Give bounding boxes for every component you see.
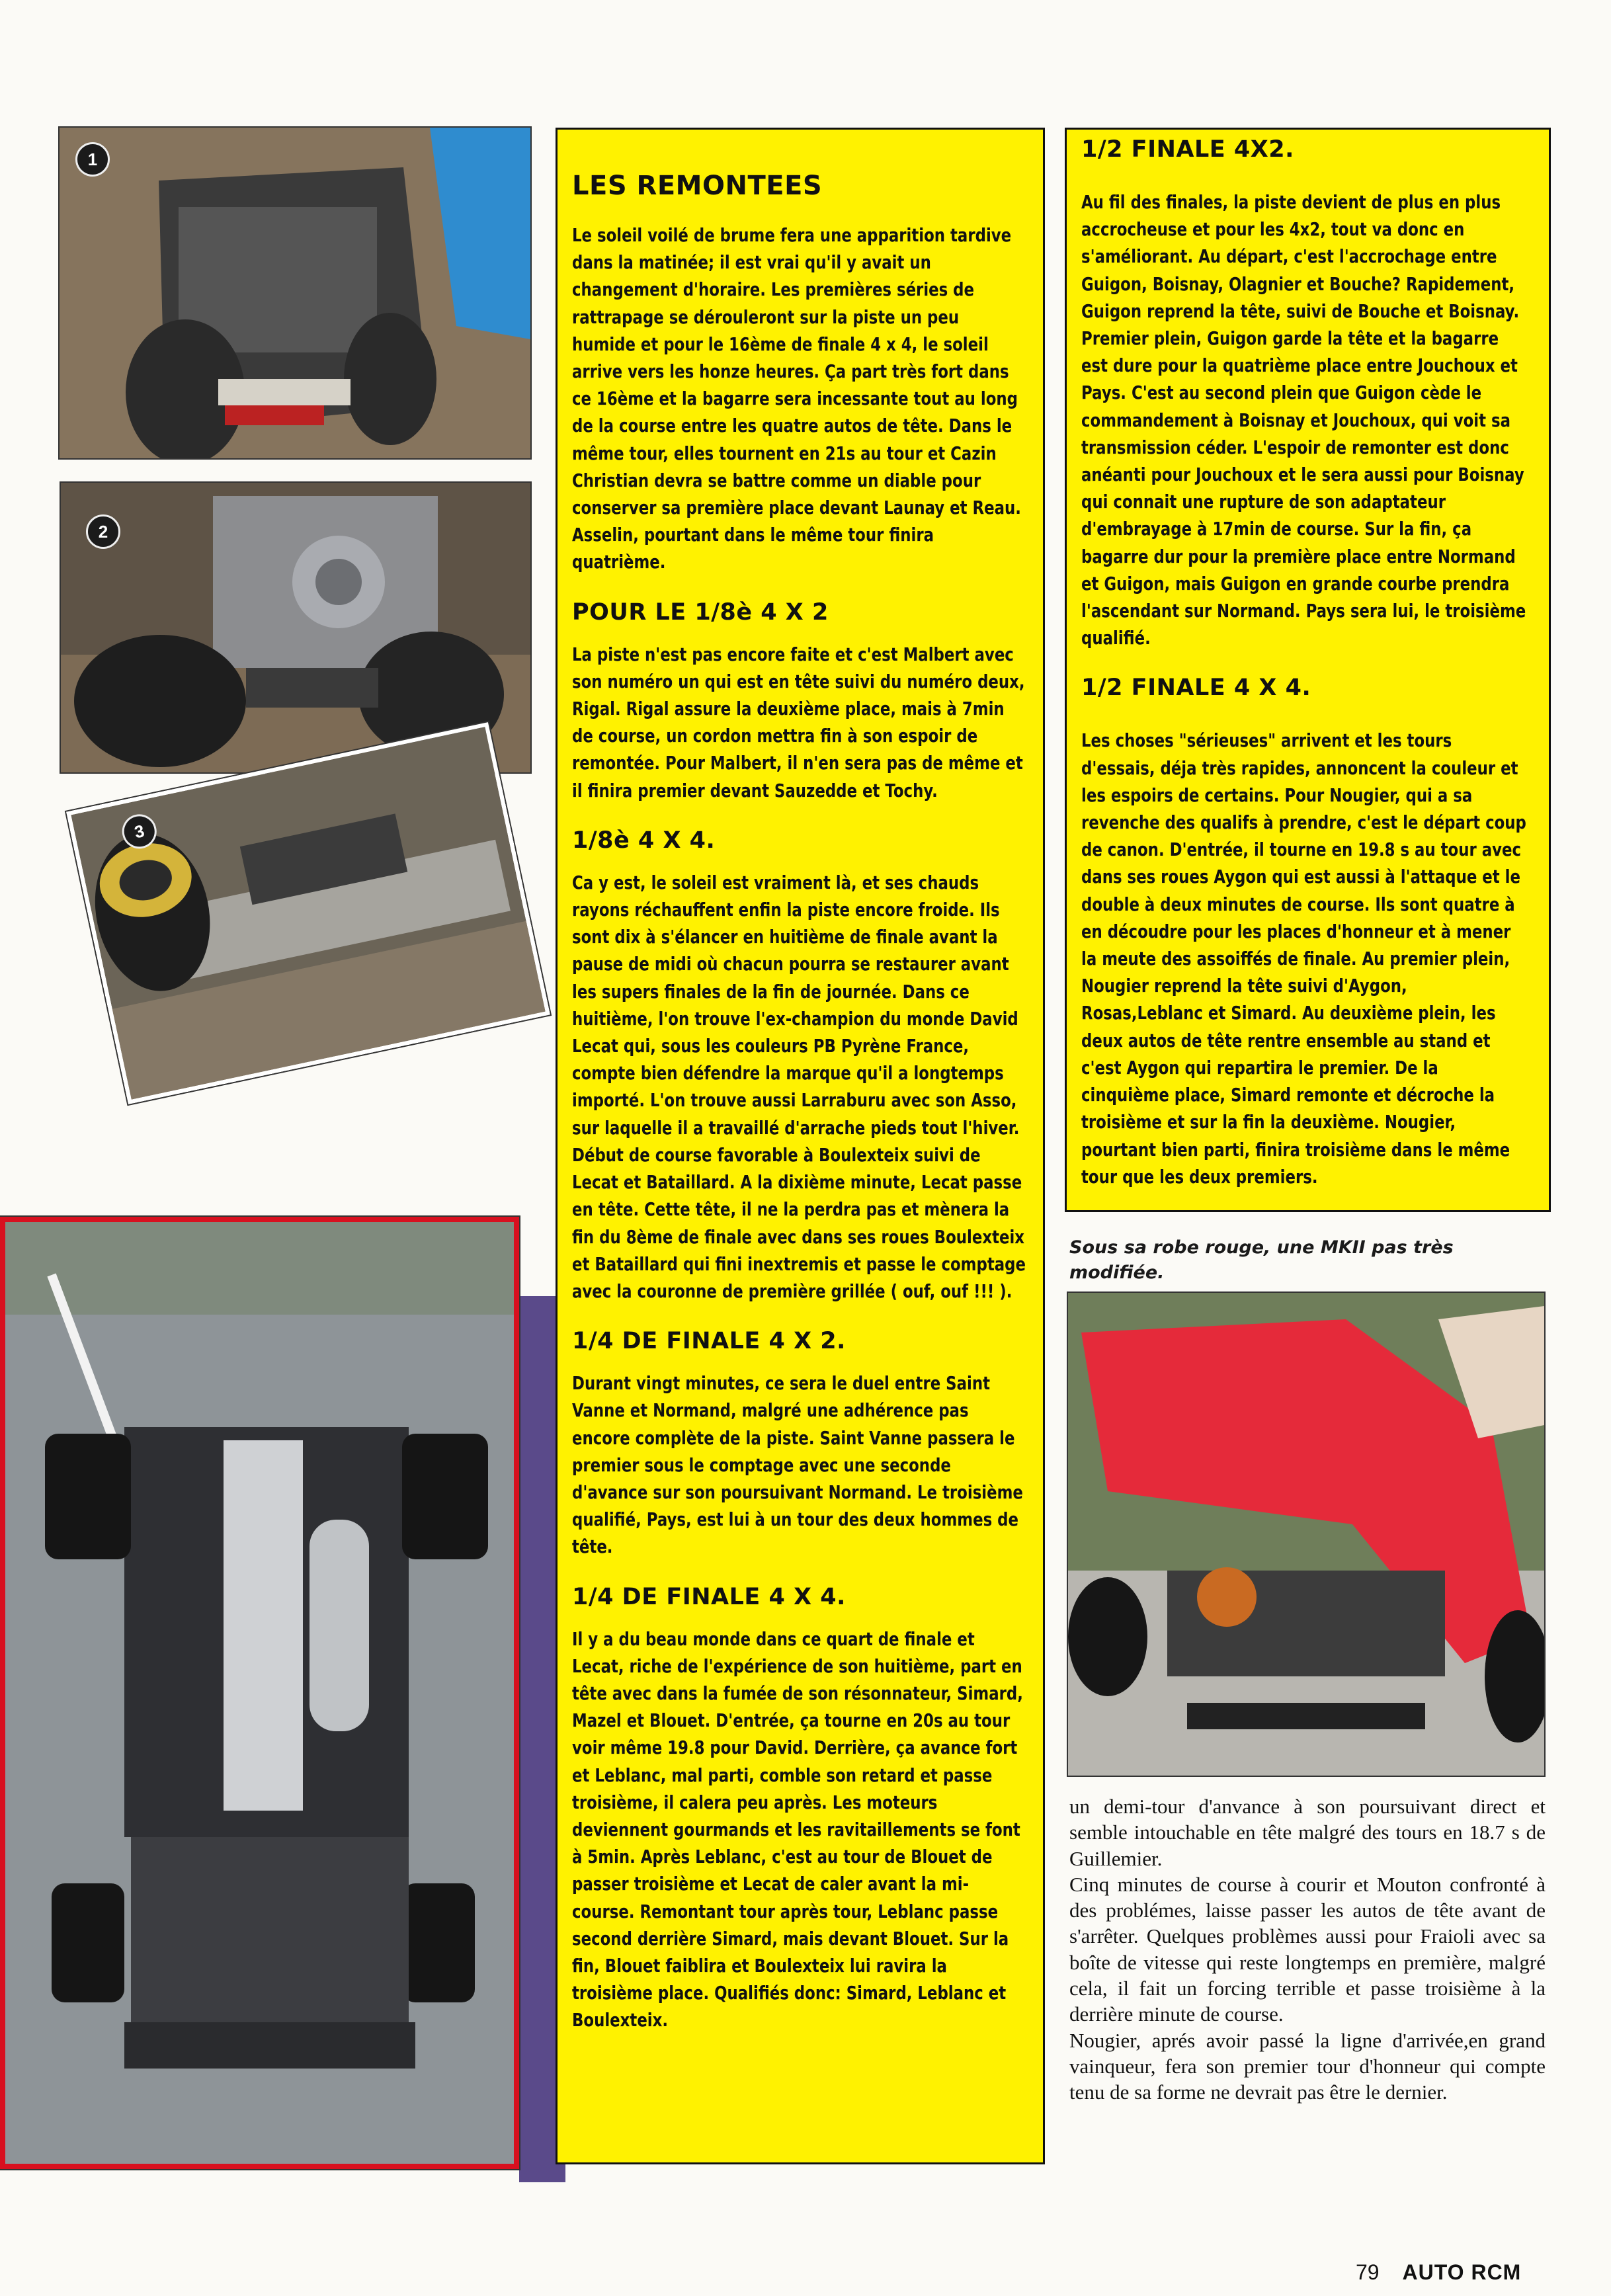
photo-buggy-rear-1 [60, 128, 530, 458]
article-column-right [1065, 128, 1551, 1212]
paragraph: Cinq minutes de course à courir et Mouton confronté à des problémes, laisse passer les autos de tête avant de s'arrêter. Quelques problèmes aussi pour Fraioli avec sa boîte de vitesse qui reste longtemps en première, malgré cela, il fait un forcing terrible et passe troisième à la derrière minute de course. [1069, 1872, 1546, 2026]
photo-number-badge: 3 [119, 811, 160, 852]
section-title: LES REMONTEES [572, 171, 823, 201]
photo-red-body-car [1068, 1293, 1544, 1776]
section-title: 1/4 DE FINALE 4 X 4. [572, 1583, 846, 1610]
article-column-middle [556, 128, 1045, 2164]
magazine-name: AUTO RCM [1402, 2260, 1522, 2284]
section-title: 1/4 DE FINALE 4 X 2. [572, 1328, 846, 1355]
section-title: 1/2 FINALE 4 X 4. [1081, 675, 1311, 702]
section-title: 1/8è 4 X 4. [572, 827, 716, 854]
section-title: 1/2 FINALE 4X2. [1081, 136, 1294, 163]
page-number: 79 [1356, 2260, 1380, 2284]
paragraph: La piste n'est pas encore faite et c'est Malbert avec son numéro un qui est en tête suivi du numéro deux, Rigal. Rigal assure la deuxième place, mais à 7min de course, un cordon mettra fin à son espoir de remontée. Pour Malbert, il n'en sera pas de même et il finira premier devant Sauzedde et Tochy. [572, 644, 1025, 801]
photo-number-badge: 2 [86, 514, 120, 549]
photo-caption: Sous sa robe rouge, une MKII pas très modifiée. [1069, 1237, 1454, 1283]
paragraph: un demi-tour d'anvance à son poursuivant direct et semble intouchable en tête malgré des tours en 18.7 s de Guillemier. [1069, 1795, 1546, 1870]
section-title: POUR LE 1/8è 4 X 2 [572, 598, 829, 626]
paragraph: Le soleil voilé de brume fera une apparition tardive dans la matinée; il est vrai qu'il y avait un changement d'horaire. Les premières séries de rattrapage se dérouleront sur la piste un peu humide et pour le 16ème de finale 4 x 4, le soleil arrive vers les honze heures. Ça part très fort dans ce 16ème et la bagarre sera incessante tout au long de la course entre les quatre autos de tête. Dans le même tour, elles tournent en 21s au tour et Cazin Christian devra se battre comme un diable pour conserver sa première place devant Launay et Reau. Asselin, pourtant dans le même tour finira quatrième. [572, 226, 1021, 573]
paragraph: Les choses "sérieuses" arrivent et les tours d'essais, déja très rapides, annoncent la couleur et les espoirs de certains. Pour Nougier, qui a sa revenche des qualifs à prendre, c'est le départ coup de canon. D'entrée, il tourne en 19.8 s au tour avec dans ses roues Aygon qui est aussi à l'attaque et le double à deux minutes de course. Ils sont quatre à en découdre pour les places d'honneur et à mener la meute des assoiffés de finale. Au premier plein, Nougier reprend la tête suivi d'Aygon, Rosas,Leblanc et Simard. Au deuxième plein, les deux autos de tête rentre ensemble au stand et c'est Aygon qui repartira le premier. De la cinquième place, Simard remonte et décroche la troisième et sur la fin la deuxième. Nougier, pourtant bien parti, finira troisième dans le même tour que les deux premiers. [1081, 731, 1526, 1188]
page-footer [1356, 2260, 1521, 2285]
paragraph: Au fil des finales, la piste devient de plus en plus accrocheuse et pour les 4x2, tout va donc en s'améliorant. Au départ, c'est l'accrochage entre Guigon, Boisnay, Olagnier et Bouche? Rapidement, Guigon reprend la tête, suivi de Bouche et Boisnay. Premier plein, Guigon garde la tête et la bagarre est dure pour la quatrième place entre Jouchoux et Pays. C'est au second plein que Guigon cède le commandement à Boisnay et Jouchoux, qui voit sa transmission céder. L'espoir de remonter est donc anéanti pour Jouchoux et le sera aussi pour Boisnay qui connait une rupture de son adaptateur d'embrayage à 17min de course. Sur la fin, ça bagarre dur pour la première place entre Normand et Guigon, mais Guigon en grande courbe prendra l'ascendant sur Normand. Pays sera lui, le troisième qualifié. [1081, 192, 1526, 649]
photo-chassis-side-3 [66, 722, 550, 1104]
photo-chassis-top-view [0, 1217, 519, 2169]
paragraph: Nougier, aprés avoir passé la ligne d'arrivée,en grand vainqueur, fera son premier tour d'honneur qui compte tenu de sa forme ne devrait pas être le dernier. [1069, 2028, 1546, 2104]
paragraph: Il y a du beau monde dans ce quart de finale et Lecat, riche de l'expérience de son huitième, part en tête avec dans la fumée de son résonnateur, Simard, Mazel et Blouet. D'entrée, ça tourne en 20s au tour voir même 19.8 pour David. Derrière, ça avance fort et Leblanc, mal parti, comble son retard et passe troisième, il calera peu après. Les moteurs deviennent gourmands et les ravitaillements se font à 5min. Après Leblanc, c'est au tour de Blouet de passer troisième et Lecat de caler avant la mi-course. Remontant tour après tour, Leblanc passe second derrière Simard, mais devant Blouet. Sur la fin, Blouet faiblira et Boulexteix lui ravira la troisième place. Qualifiés donc: Simard, Leblanc et Boulexteix. [572, 1629, 1023, 2031]
paragraph: Durant vingt minutes, ce sera le duel entre Saint Vanne et Normand, malgré une adhérence pas encore complète de la piste. Saint Vanne passera le premier sous le comptage avec une seconde d'avance sur son poursuivant Normand. Le troisième qualifié, Pays, est lui à un tour des deux hommes de tête. [572, 1374, 1023, 1558]
photo-number-badge: 1 [75, 142, 110, 177]
article-body-text [1069, 1793, 1546, 2106]
paragraph: Ca y est, le soleil est vraiment là, et ses chauds rayons réchauffent enfin la piste encore froide. Ils sont dix à s'élancer en huitième de finale avant la pause de midi où chacun pourra se restaurer avant les supers finales de la fin de journée. Dans ce huitième, l'on trouve l'ex-champion du monde David Lecat qui, sous les couleurs PB Pyrène France, compte bien défendre la marque qu'il a longtemps importé. L'on trouve aussi Larraburu avec son Asso, sur laquelle il a travaillé d'arrache pieds tout l'hiver. Début de course favorable à Boulexteix suivi de Lecat et Bataillard. A la dixième minute, Lecat passe en tête. Cette tête, il ne la perdra pas et mènera la fin du 8ème de finale avec dans ses roues Boulexteix et Bataillard qui fini inextremis et passe le comptage avec la couronne de première grillée ( ouf, ouf !!! ). [572, 872, 1026, 1302]
